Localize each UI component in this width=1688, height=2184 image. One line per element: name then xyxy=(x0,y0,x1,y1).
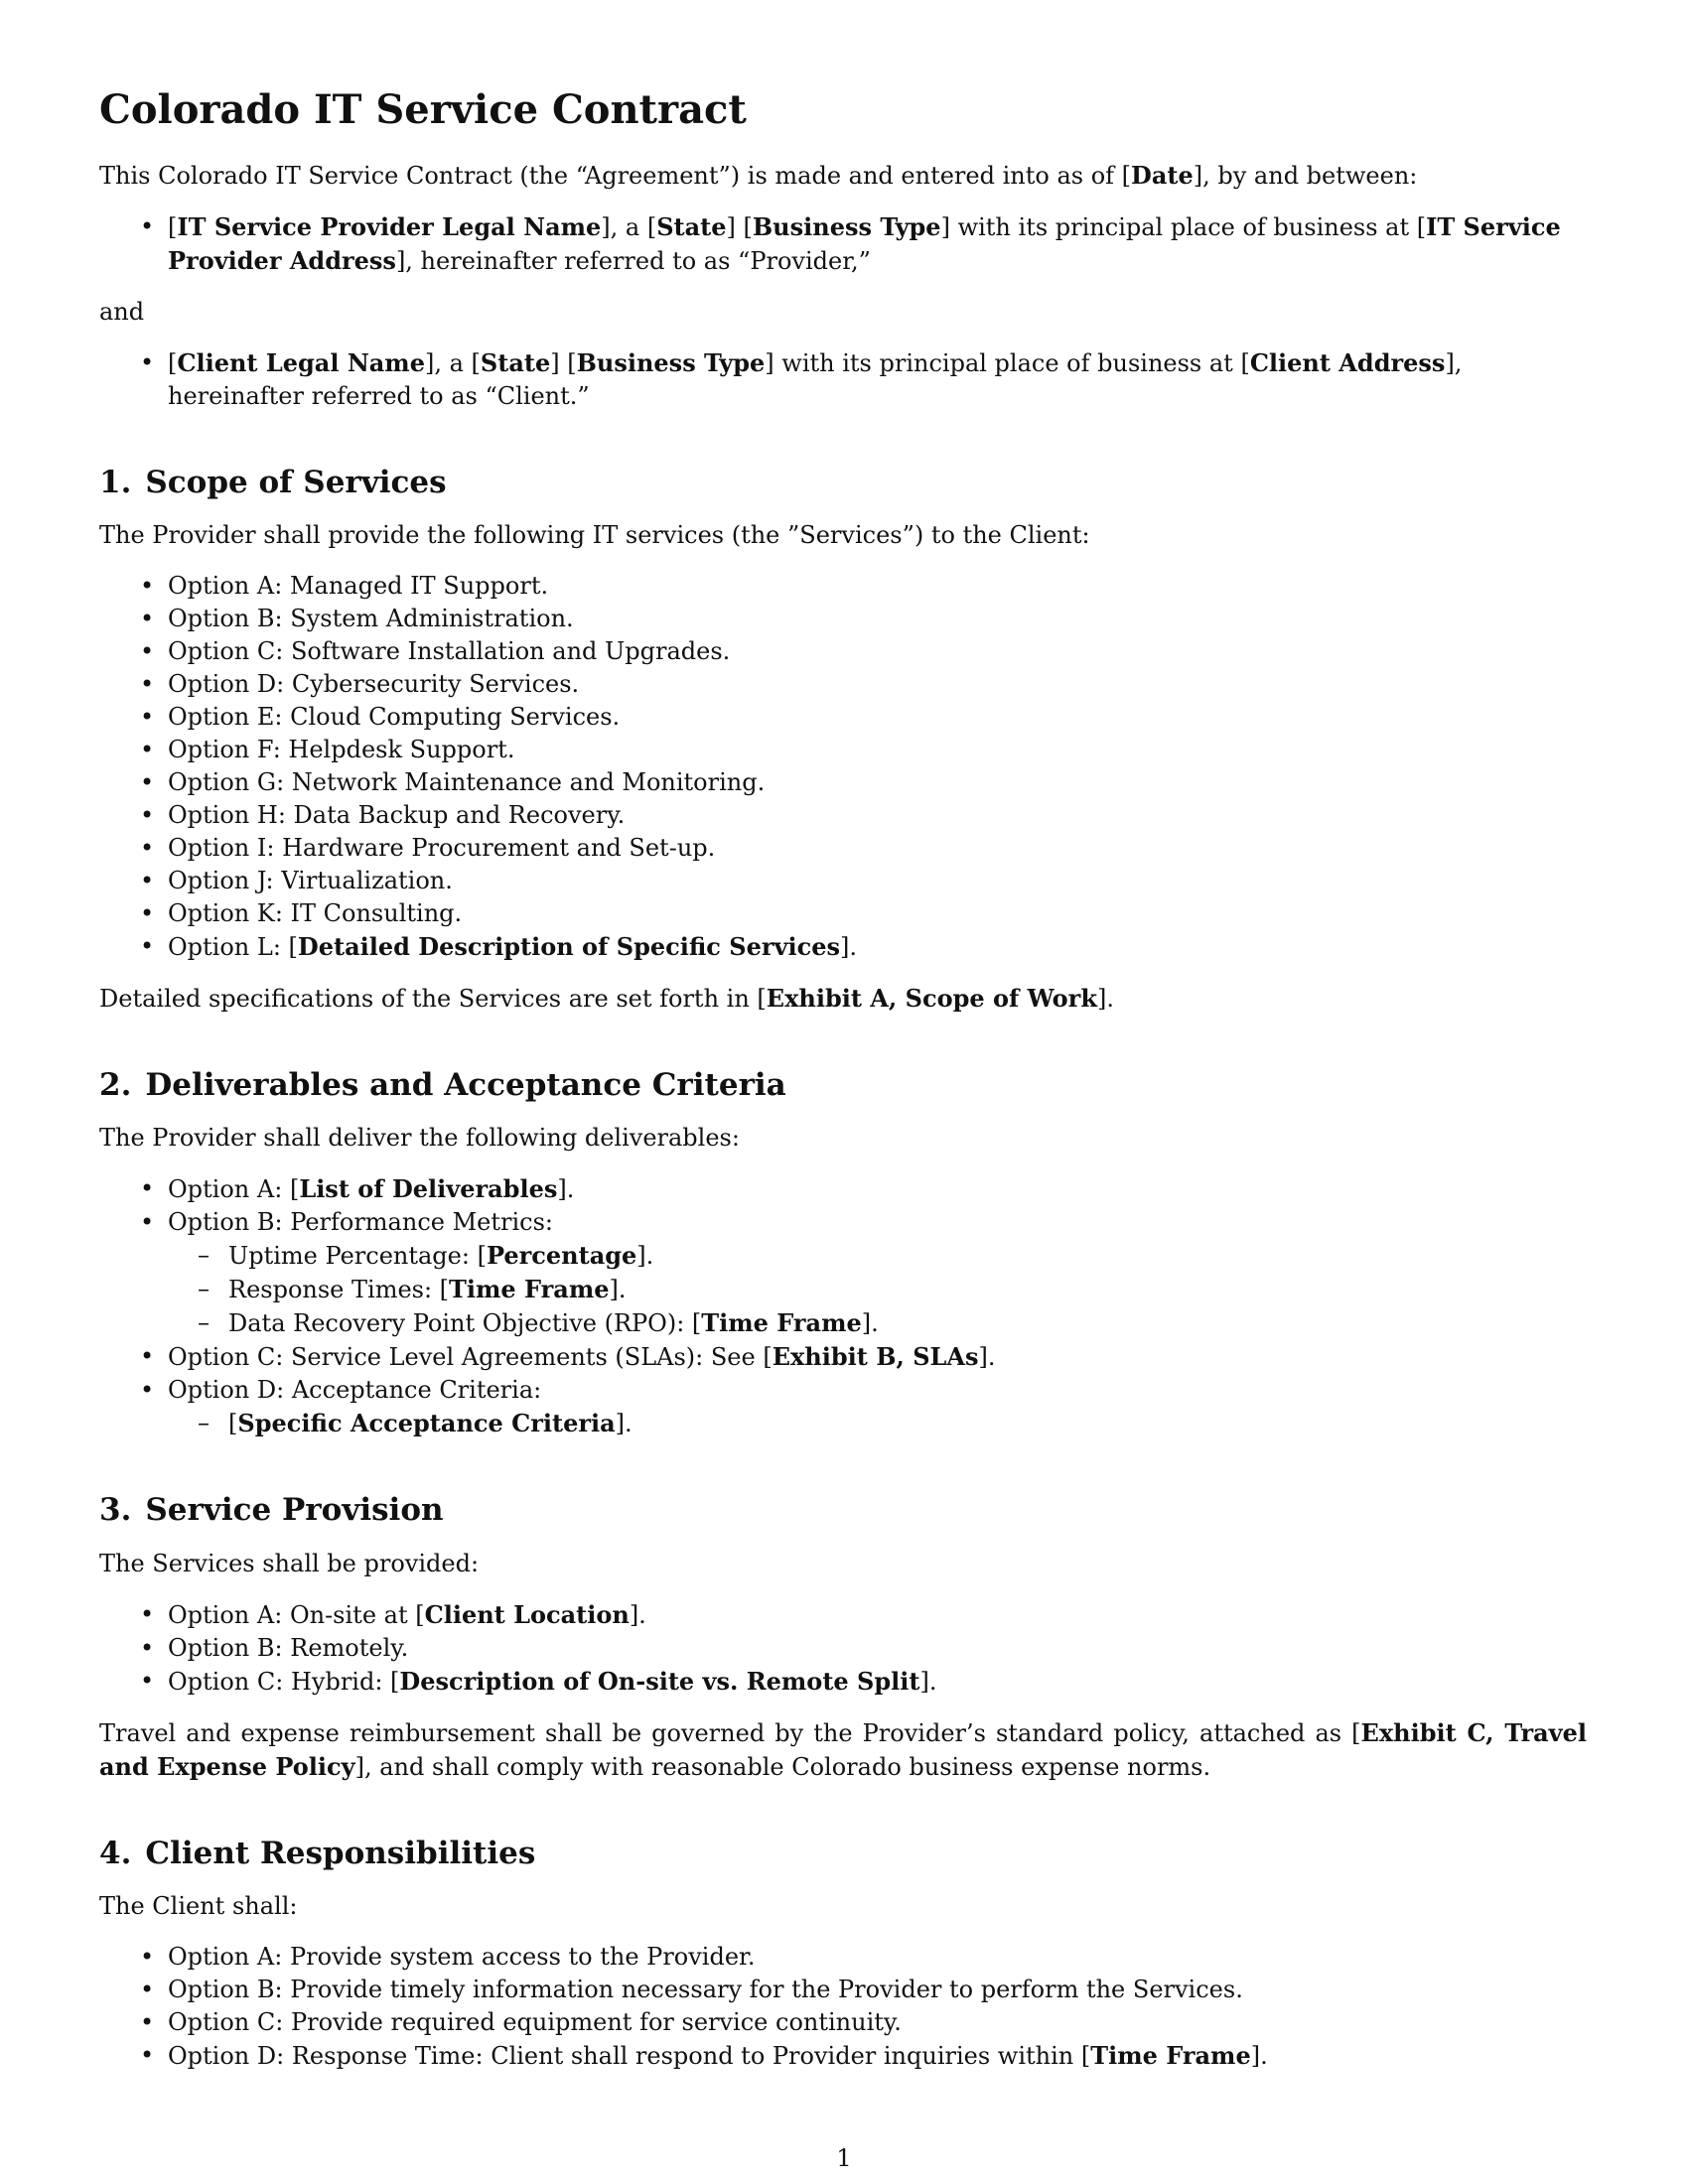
scope-detail-paragraph: Detailed specifications of the Services are set forth in [Exhibit A, Scope of Work]. xyxy=(99,984,1114,1014)
section-intro-provision: The Services shall be provided: xyxy=(99,1549,480,1577)
provider-party: • [IT Service Provider Legal Name], a [State] [Business Type] with its principal place of business at [IT Service Provider Address], hereinafter referred to as “Provider,” xyxy=(99,210,1587,278)
list-item: • Option D: Acceptance Criteria: – [Specific Acceptance Criteria]. xyxy=(99,1374,1587,1440)
client-responsibilities-list xyxy=(99,1941,1587,2073)
list-item: • Option A: On-site at [Client Location]. xyxy=(99,1598,1587,1632)
page-number: 1 xyxy=(836,2144,852,2172)
list-item: • Option A: [List of Deliverables]. xyxy=(99,1172,1587,1206)
list-item: • Option C: Hybrid: [Description of On-site vs. Remote Split]. xyxy=(99,1665,1587,1699)
provider-business-type-placeholder: Business Type xyxy=(752,212,941,241)
list-item: • Option B: Performance Metrics: – Uptime Percentage: [Percentage]. – Response Times: [Time Frame]. – Data Recovery Point Objective (RPO): [Time Frame]. xyxy=(99,1206,1587,1340)
section-intro-client-responsibilities: The Client shall: xyxy=(99,1891,298,1920)
and-connector: and xyxy=(99,298,145,326)
list-item: • Option B: Provide timely information necessary for the Provider to perform the Services. xyxy=(99,1974,1587,2006)
section-heading-provision: 3. Service Provision xyxy=(99,1492,444,1529)
document-title: Colorado IT Service Contract xyxy=(99,86,747,133)
provision-list xyxy=(99,1598,1587,1699)
section-heading-client-responsibilities: 4. Client Responsibilities xyxy=(99,1835,536,1871)
list-item: • Option H: Data Backup and Recovery. xyxy=(99,799,1587,832)
intro-paragraph: This Colorado IT Service Contract (the “Agreement”) is made and entered into as of [Date], by and between: xyxy=(99,161,1418,190)
date-placeholder: Date xyxy=(1131,161,1194,190)
document-page xyxy=(99,87,1587,2091)
client-name-placeholder: Client Legal Name xyxy=(177,348,425,377)
services-list xyxy=(99,570,1587,964)
sub-list-item: – Uptime Percentage: [Percentage]. xyxy=(168,1239,1587,1273)
list-item: • Option J: Virtualization. xyxy=(99,865,1587,897)
provider-party-list xyxy=(99,210,1587,278)
client-party: • [Client Legal Name], a [State] [Business Type] with its principal place of business at [Client Address], hereinafter referred to as “Client.” xyxy=(99,346,1587,413)
provider-state-placeholder: State xyxy=(656,212,727,241)
list-item: • Option K: IT Consulting. xyxy=(99,897,1587,930)
list-item: • Option F: Helpdesk Support. xyxy=(99,734,1587,766)
list-item: • Option A: Managed IT Support. xyxy=(99,570,1587,603)
list-item: • Option C: Software Installation and Upgrades. xyxy=(99,635,1587,668)
list-item: • Option B: System Administration. xyxy=(99,603,1587,635)
list-item: • Option C: Provide required equipment for service continuity. xyxy=(99,2006,1587,2039)
deliverables-list xyxy=(99,1172,1587,1440)
travel-expense-paragraph: Travel and expense reimbursement shall be governed by the Provider’s standard policy, attached as [Exhibit C, Travel and Expense Policy], and shall comply with reasonable Colorado business expense norms. xyxy=(99,1717,1587,1781)
section-heading-deliverables: 2. Deliverables and Acceptance Criteria xyxy=(99,1067,786,1104)
client-state-placeholder: State xyxy=(480,348,551,377)
sub-list-item: – [Specific Acceptance Criteria]. xyxy=(168,1407,1587,1440)
section-intro-deliverables: The Provider shall deliver the following deliverables: xyxy=(99,1124,740,1153)
list-item: • Option D: Cybersecurity Services. xyxy=(99,668,1587,701)
performance-metrics-sublist xyxy=(168,1239,1587,1340)
sub-list-item: – Data Recovery Point Objective (RPO): [Time Frame]. xyxy=(168,1306,1587,1340)
section-intro-scope: The Provider shall provide the following IT services (the ”Services”) to the Client: xyxy=(99,521,1090,550)
list-item: • Option L: [Detailed Description of Specific Services]. xyxy=(99,930,1587,964)
list-item: • Option E: Cloud Computing Services. xyxy=(99,701,1587,734)
provider-address-placeholder: IT Service Provider Address xyxy=(168,212,1561,275)
section-heading-scope: 1. Scope of Services xyxy=(99,465,447,500)
list-item: • Option G: Network Maintenance and Monitoring. xyxy=(99,766,1587,799)
list-item: • Option A: Provide system access to the Provider. xyxy=(99,1941,1587,1974)
client-business-type-placeholder: Business Type xyxy=(576,348,766,377)
sub-list-item: – Response Times: [Time Frame]. xyxy=(168,1273,1587,1306)
provider-name-placeholder: IT Service Provider Legal Name xyxy=(177,212,602,241)
client-party-list xyxy=(99,346,1587,413)
list-item: • Option D: Response Time: Client shall respond to Provider inquiries within [Time Frame]. xyxy=(99,2039,1587,2073)
client-address-placeholder: Client Address xyxy=(1249,348,1446,377)
list-item: • Option I: Hardware Procurement and Set-up. xyxy=(99,832,1587,865)
acceptance-criteria-sublist xyxy=(168,1407,1587,1440)
list-item: • Option C: Service Level Agreements (SLAs): See [Exhibit B, SLAs]. xyxy=(99,1340,1587,1374)
list-item: • Option B: Remotely. xyxy=(99,1632,1587,1665)
